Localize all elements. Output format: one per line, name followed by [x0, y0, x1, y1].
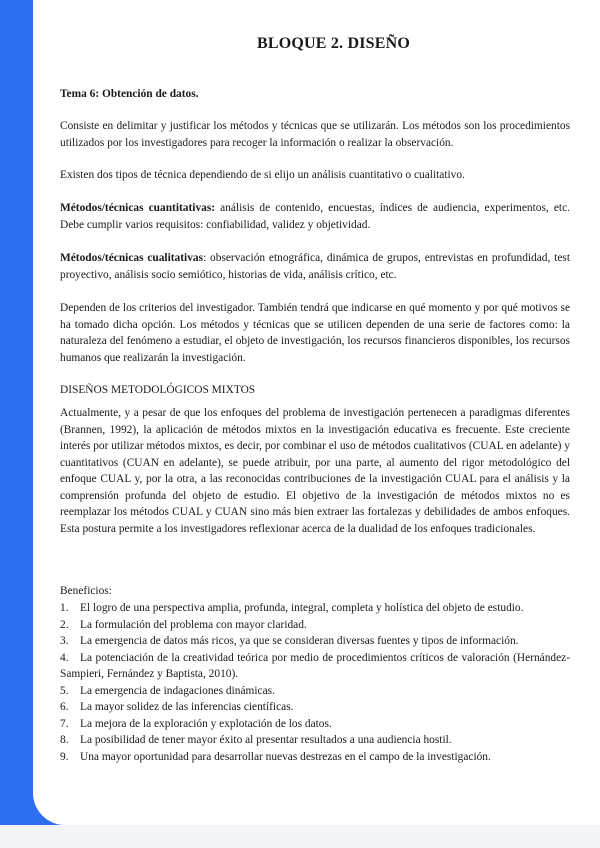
paragraph-types: Existen dos tipos de técnica dependiendo de si elijo un análisis cuantitativo o cualitativo. — [60, 169, 465, 181]
paragraph-quantitative — [60, 200, 570, 233]
subheading-mixed-designs: DISEÑOS METODOLÓGICOS MIXTOS — [60, 384, 256, 396]
list-item: 4. La potenciación de la creatividad teórica por medio de procedimientos críticos de valoración (Hernández-Sampieri, Fernández y Baptista, 2010). — [60, 651, 570, 680]
list-item: 7. La mejora de la exploración y explotación de los datos. — [60, 717, 332, 730]
bottom-margin — [0, 825, 600, 848]
paragraph-intro: Consiste en delimitar y justificar los métodos y técnicas que se utilizarán. Los métodos son los procedimientos utilizados por los investigadores para recoger la información o realizar la observación. — [60, 120, 570, 149]
page-title: BLOQUE 2. DISEÑO — [257, 35, 411, 52]
qualitative-text: : observación etnográfica, dinámica de grupos, entrevistas en profundidad, test proyectivo, análisis socio semiótico, historias de vida, análisis crítico, etc. — [60, 252, 571, 281]
list-item: 9. Una mayor oportunidad para desarrollar nuevas destrezas en el campo de la investigación. — [60, 750, 491, 763]
list-item: 1. El logro de una perspectiva amplia, profunda, integral, completa y holística del objeto de estudio. — [60, 602, 524, 614]
list-item: 5. La emergencia de indagaciones dinámicas. — [60, 684, 275, 697]
list-item: 2. La formulación del problema con mayor claridad. — [60, 618, 307, 631]
quantitative-label: Métodos/técnicas cuantitativas: — [60, 202, 216, 214]
benefits-heading: Beneficios: — [60, 585, 112, 597]
qualitative-label: Métodos/técnicas cualitativas — [60, 252, 204, 264]
benefits-list — [60, 600, 570, 765]
paragraph-qualitative — [60, 250, 570, 283]
paragraph-mixed-methods: Actualmente, y a pesar de que los enfoques del problema de investigación pertenecen a paradigmas diferentes (Brannen, 1992), la aplicación de métodos mixtos en la investigación educativa es frecuente. Este creciente interés por utilizar métodos mixtos, es decir, por combinar el uso de métodos cualitativos (CUAL en adelante) y cuantitativos (CUAN en adelante), se puede atribuir, por una parte, al aumento del rigor metodológico del enfoque CUAL y, por la otra, a las reconocidas contribuciones de la investigación CUAL para el análisis y la comprensión profunda del objeto de estudio. El objetivo de la investigación de métodos mixtos no es reemplazar los métodos CUAL y CUAN sino más bien extraer las fortalezas y debilidades de ambos enfoques. Esta postura permite a los investigadores reflexionar acerca de la dualidad de los enfoques tradicionales. — [60, 407, 570, 535]
blue-frame-tail — [0, 800, 33, 825]
quantitative-text: análisis de contenido, encuestas, índices de audiencia, experimentos, etc. Debe cumplir varios requisitos: confiabilidad, validez y objetividad. — [60, 202, 570, 231]
list-item: 8. La posibilidad de tener mayor éxito al presentar resultados a una audiencia hostil. — [60, 734, 452, 746]
section-heading: Tema 6: Obtención de datos. — [60, 88, 199, 100]
list-item: 6. La mayor solidez de las inferencias científicas. — [60, 701, 294, 713]
paragraph-criteria: Dependen de los criterios del investigador. También tendrá que indicarse en qué momento y por qué motivos se ha tomado dicha opción. Los métodos y técnicas que se utilicen dependen de una serie de factores como: la naturaleza del fenómeno a estudiar, el objeto de investigación, los recursos financieros disponibles, los recursos humanos que realizarán la investigación. — [60, 302, 570, 364]
list-item: 3. La emergencia de datos más ricos, ya que se consideran diversas fuentes y tipos de información. — [60, 635, 519, 647]
